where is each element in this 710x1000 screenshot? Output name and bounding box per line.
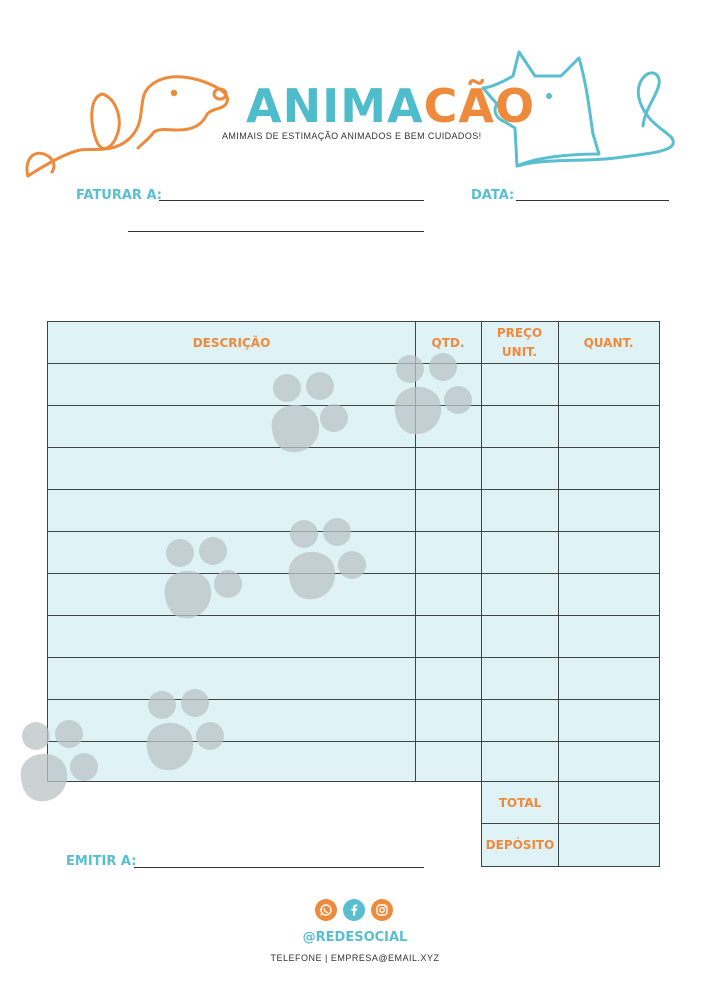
issue-to-label: EMITIR A: <box>66 854 137 869</box>
brand-logo <box>246 80 535 132</box>
totals-column-divider <box>558 782 559 866</box>
facebook-icon[interactable] <box>343 899 365 921</box>
col-header-qty: QTD. <box>431 335 465 350</box>
row-divider <box>48 573 659 574</box>
items-table <box>47 321 660 782</box>
row-divider <box>48 615 659 616</box>
total-label: TOTAL <box>498 796 542 810</box>
row-divider <box>48 405 659 406</box>
col-header-unit-price: PREÇO UNIT. <box>496 326 543 359</box>
column-divider <box>558 322 559 781</box>
brand-logo-part1: ANIMA <box>246 79 424 133</box>
brand-logo-part2: CÃO <box>423 79 536 133</box>
deposit-label: DEPÓSITO <box>485 838 555 852</box>
bill-to-line-2[interactable] <box>128 231 424 232</box>
row-divider <box>48 489 659 490</box>
col-header-description: DESCRIÇÃO <box>192 335 271 350</box>
date-label: DATA: <box>471 188 515 203</box>
whatsapp-icon[interactable] <box>315 899 337 921</box>
row-divider <box>48 699 659 700</box>
dog-illustration <box>18 58 233 188</box>
row-divider <box>48 447 659 448</box>
column-divider <box>415 322 416 781</box>
brand-tagline: AMIMAIS DE ESTIMAÇÃO ANIMADOS E BEM CUIDADOS! <box>222 131 482 141</box>
row-divider <box>48 657 659 658</box>
row-divider <box>48 531 659 532</box>
bill-to-label: FATURAR A: <box>76 188 162 203</box>
social-handle: @REDESOCIAL <box>302 930 408 945</box>
issue-to-line[interactable] <box>134 867 424 868</box>
totals-box <box>481 782 660 867</box>
col-header-amount: QUANT. <box>583 335 634 350</box>
instagram-icon[interactable] <box>371 899 393 921</box>
date-line[interactable] <box>516 200 669 201</box>
bill-to-line-1[interactable] <box>159 200 424 201</box>
contact-info: TELEFONE | EMPRESA@EMAIL.XYZ <box>270 953 440 963</box>
column-divider <box>481 322 482 781</box>
row-divider <box>48 741 659 742</box>
